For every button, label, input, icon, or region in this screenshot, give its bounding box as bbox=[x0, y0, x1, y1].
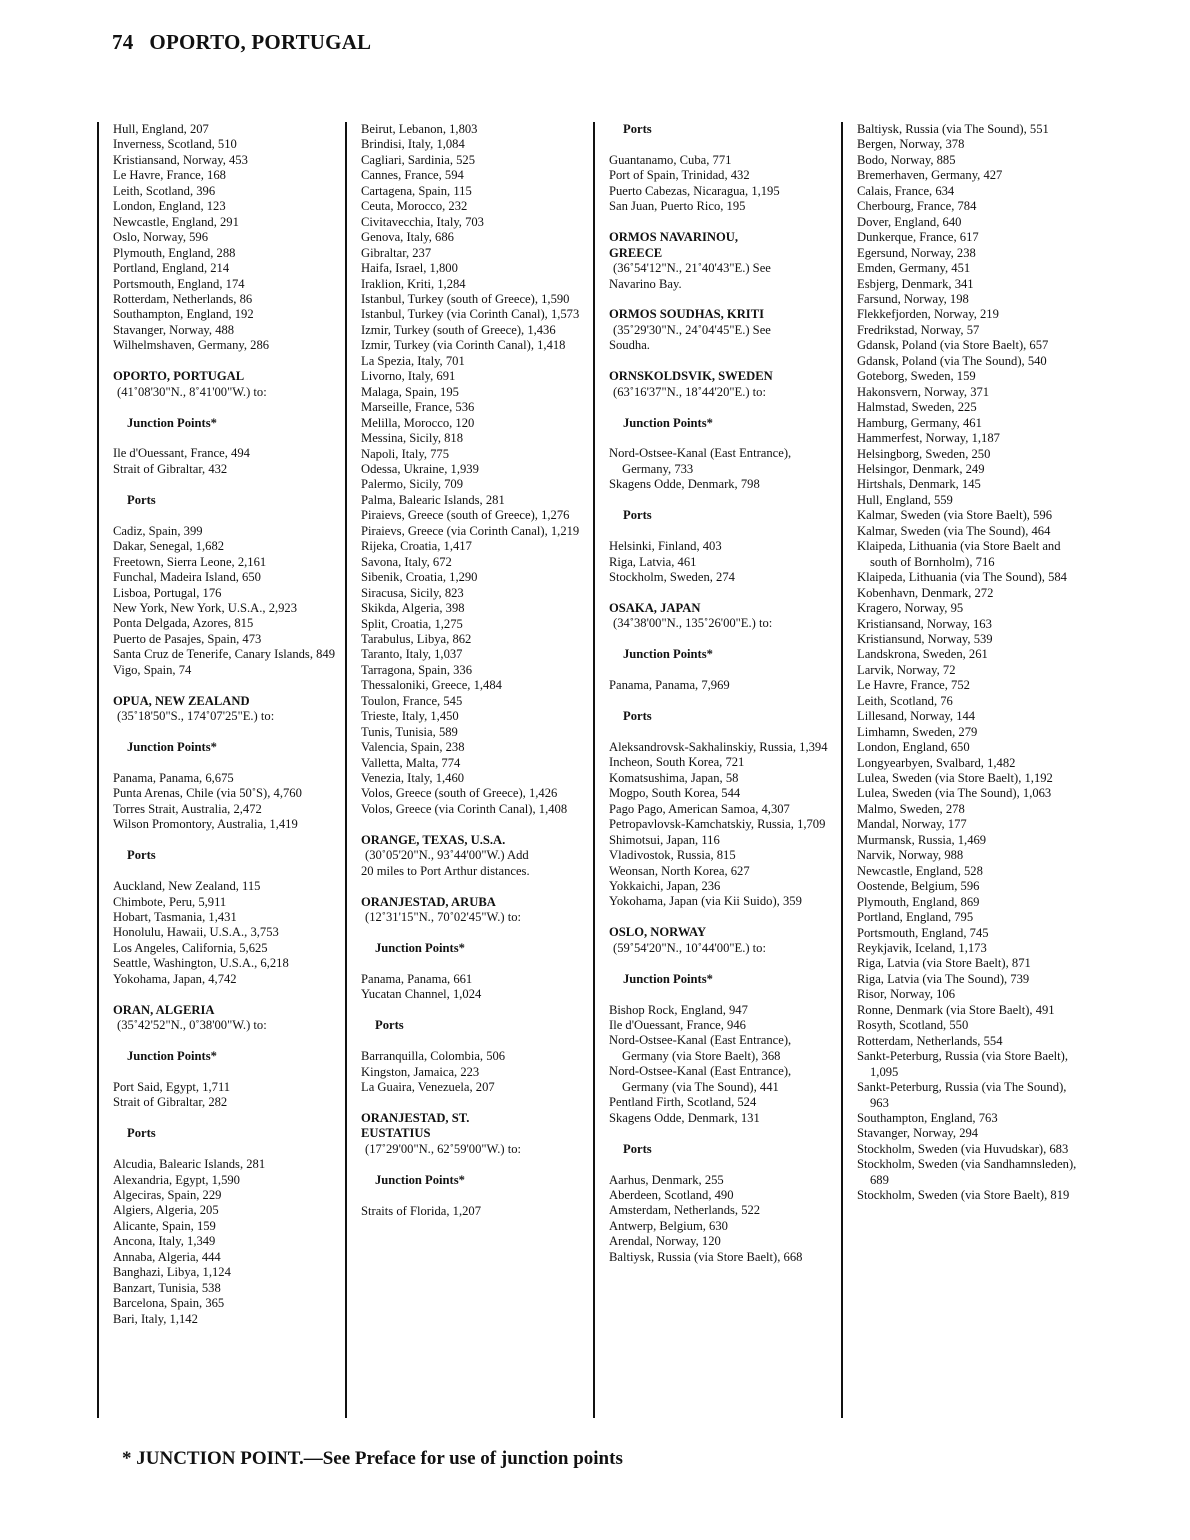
distance-entry: Napoli, Italy, 775 bbox=[361, 446, 450, 461]
distance-entry: Wilson Promontory, Australia, 1,419 bbox=[113, 817, 298, 832]
spacer bbox=[113, 1064, 335, 1079]
distance-entry: Rosyth, Scotland, 550 bbox=[857, 1018, 969, 1033]
distance-entry: Limhamn, Sweden, 279 bbox=[857, 724, 978, 739]
distance-entry: Skagens Odde, Denmark, 798 bbox=[609, 477, 760, 492]
distance-entry: Istanbul, Turkey (south of Greece), 1,590 bbox=[361, 291, 570, 306]
distance-entry: Siracusa, Sicily, 823 bbox=[361, 585, 464, 600]
distance-entry: Bergen, Norway, 378 bbox=[857, 137, 965, 152]
distance-entry: Tarabulus, Libya, 862 bbox=[361, 631, 472, 646]
subheading: Ports bbox=[623, 122, 652, 136]
distance-entry: Kalmar, Sweden (via Store Baelt), 596 bbox=[857, 508, 1052, 523]
distance-entry: Riga, Latvia, 461 bbox=[609, 554, 697, 569]
distance-entry: Split, Croatia, 1,275 bbox=[361, 616, 463, 631]
port-heading: OPORTO, PORTUGAL bbox=[113, 369, 245, 384]
distance-entry: Gdansk, Poland (via Store Baelt), 657 bbox=[857, 338, 1049, 353]
distance-entry: Panama, Panama, 661 bbox=[361, 971, 473, 986]
distance-entry: Oslo, Norway, 596 bbox=[113, 230, 209, 245]
spacer bbox=[113, 1142, 335, 1157]
subheading: Junction Points* bbox=[623, 415, 713, 430]
spacer bbox=[361, 817, 583, 832]
distance-entry: Iraklion, Kriti, 1,284 bbox=[361, 276, 466, 291]
distance-entry: Aleksandrovsk-Sakhalinskiy, Russia, 1,394 bbox=[609, 739, 828, 754]
spacer bbox=[609, 524, 831, 539]
port-heading: OSAKA, JAPAN bbox=[609, 600, 701, 615]
distance-entry: Hakonsvern, Norway, 371 bbox=[857, 384, 990, 399]
subheading: Ports bbox=[127, 492, 156, 507]
distance-entry: Helsingor, Denmark, 249 bbox=[857, 461, 985, 476]
distance-entry: Genova, Italy, 686 bbox=[361, 230, 454, 245]
distance-entry: Plymouth, England, 288 bbox=[113, 245, 236, 260]
column-4 bbox=[841, 122, 1077, 1418]
distance-entry: Skagens Odde, Denmark, 131 bbox=[609, 1110, 760, 1125]
distance-entry: Hull, England, 207 bbox=[113, 122, 209, 136]
port-coordinates: (35˚18'50"S., 174˚07'25"E.) to: bbox=[117, 709, 275, 724]
distance-entry: Bari, Italy, 1,142 bbox=[113, 1311, 198, 1326]
spacer bbox=[113, 725, 335, 740]
port-heading: EUSTATIUS bbox=[361, 1126, 431, 1141]
distance-entry: Stavanger, Norway, 294 bbox=[857, 1126, 979, 1141]
distance-entry: Malmo, Sweden, 278 bbox=[857, 801, 965, 816]
distance-entry: Nord-Ostsee-Kanal (East Entrance), Germany (via Store Baelt), 368 bbox=[609, 1033, 792, 1063]
distance-entry: Lisboa, Portugal, 176 bbox=[113, 585, 222, 600]
port-heading: GREECE bbox=[609, 245, 663, 260]
distance-entry: Savona, Italy, 672 bbox=[361, 554, 452, 569]
distance-entry: Yucatan Channel, 1,024 bbox=[361, 987, 482, 1002]
distance-entry: Lulea, Sweden (via The Sound), 1,063 bbox=[857, 786, 1052, 801]
distance-entry: Trieste, Italy, 1,450 bbox=[361, 709, 459, 724]
distance-entry: Pago Pago, American Samoa, 4,307 bbox=[609, 801, 790, 816]
port-coordinates: (35˚42'52"N., 0˚38'00"W.) to: bbox=[117, 1018, 267, 1033]
distance-entry: Kingston, Jamaica, 223 bbox=[361, 1064, 480, 1079]
distance-entry: Nord-Ostsee-Kanal (East Entrance), Germany (via The Sound), 441 bbox=[609, 1064, 792, 1094]
distance-entry: Hamburg, Germany, 461 bbox=[857, 415, 982, 430]
spacer bbox=[361, 1157, 583, 1172]
distance-entry: Cagliari, Sardinia, 525 bbox=[361, 152, 476, 167]
distance-entry: Valletta, Malta, 774 bbox=[361, 755, 461, 770]
distance-entry: Cadiz, Spain, 399 bbox=[113, 523, 203, 538]
distance-entry: Torres Strait, Australia, 2,472 bbox=[113, 801, 262, 816]
distance-entry: Southampton, England, 763 bbox=[857, 1111, 998, 1125]
distance-entry: Gibraltar, 237 bbox=[361, 245, 432, 260]
spacer bbox=[609, 137, 831, 152]
distance-entry: Baltiysk, Russia (via The Sound), 551 bbox=[857, 122, 1049, 136]
distance-entry: Leith, Scotland, 76 bbox=[857, 693, 953, 708]
port-heading: OSLO, NORWAY bbox=[609, 925, 707, 940]
distance-entry: Aberdeen, Scotland, 490 bbox=[609, 1187, 734, 1202]
spacer bbox=[609, 292, 831, 307]
distance-entry: Kristiansand, Norway, 163 bbox=[857, 616, 992, 631]
spacer bbox=[609, 987, 831, 1002]
spacer bbox=[609, 400, 831, 415]
spacer bbox=[609, 694, 831, 709]
spacer bbox=[361, 879, 583, 894]
distance-entry: London, England, 650 bbox=[857, 740, 970, 755]
distance-entry: Port Said, Egypt, 1,711 bbox=[113, 1079, 231, 1094]
note-text: Soudha. bbox=[609, 338, 650, 353]
distance-entry: Yokohama, Japan, 4,742 bbox=[113, 971, 237, 986]
distance-entry: Leith, Scotland, 396 bbox=[113, 183, 216, 198]
distance-entry: Marseille, France, 536 bbox=[361, 400, 475, 415]
distance-entry: Newcastle, England, 291 bbox=[113, 214, 239, 229]
distance-entry: Brindisi, Italy, 1,084 bbox=[361, 137, 465, 152]
distance-entry: Reykjavik, Iceland, 1,173 bbox=[857, 941, 987, 956]
distance-entry: Banghazi, Libya, 1,124 bbox=[113, 1265, 231, 1280]
spacer bbox=[609, 431, 831, 446]
distance-entry: Portland, England, 795 bbox=[857, 910, 974, 925]
subheading: Ports bbox=[623, 709, 652, 724]
port-coordinates: (36˚54'12"N., 21˚40'43"E.) See bbox=[613, 261, 771, 276]
distance-entry: Puerto Cabezas, Nicaragua, 1,195 bbox=[609, 183, 780, 198]
subheading: Junction Points* bbox=[623, 647, 713, 662]
page-header bbox=[112, 30, 371, 55]
distance-entry: Kragero, Norway, 95 bbox=[857, 601, 964, 616]
distance-entry: Amsterdam, Netherlands, 522 bbox=[609, 1203, 761, 1218]
distance-entry: Rijeka, Croatia, 1,417 bbox=[361, 539, 472, 554]
distance-entry: Nord-Ostsee-Kanal (East Entrance), Germany, 733 bbox=[609, 446, 792, 476]
port-coordinates: (12˚31'15"N., 70˚02'45"W.) to: bbox=[365, 910, 522, 925]
spacer bbox=[361, 926, 583, 941]
spacer bbox=[361, 956, 583, 971]
distance-entry: Landskrona, Sweden, 261 bbox=[857, 647, 988, 662]
distance-entry: Kalmar, Sweden (via The Sound), 464 bbox=[857, 523, 1051, 538]
subheading: Junction Points* bbox=[375, 940, 465, 955]
distance-entry: Auckland, New Zealand, 115 bbox=[113, 879, 261, 894]
port-heading: ORMOS NAVARINOU, bbox=[609, 230, 738, 245]
subheading: Ports bbox=[127, 1126, 156, 1141]
spacer bbox=[609, 354, 831, 369]
subheading: Ports bbox=[375, 1018, 404, 1033]
distance-entry: Calais, France, 634 bbox=[857, 183, 955, 198]
subheading: Junction Points* bbox=[127, 740, 217, 755]
distance-entry: Southampton, England, 192 bbox=[113, 307, 254, 322]
distance-entry: Hull, England, 559 bbox=[857, 492, 953, 507]
page-number: 74 bbox=[112, 30, 134, 54]
distance-entry: Dover, England, 640 bbox=[857, 214, 962, 229]
distance-entry: Skikda, Algeria, 398 bbox=[361, 601, 465, 616]
distance-entry: Livorno, Italy, 691 bbox=[361, 369, 456, 384]
distance-entry: Newcastle, England, 528 bbox=[857, 863, 983, 878]
distance-entry: Sankt-Peterburg, Russia (via Store Baelt), 1,095 bbox=[857, 1049, 1069, 1079]
port-coordinates: (63˚16'37"N., 18˚44'20"E.) to: bbox=[613, 384, 766, 399]
distance-entry: Banzart, Tunisia, 538 bbox=[113, 1280, 221, 1295]
spacer bbox=[113, 354, 335, 369]
footer-note: * JUNCTION POINT.—See Preface for use of junction points bbox=[122, 1448, 623, 1469]
spacer bbox=[113, 1034, 335, 1049]
distance-entry: Alexandria, Egypt, 1,590 bbox=[113, 1172, 240, 1187]
port-heading: OPUA, NEW ZEALAND bbox=[113, 693, 250, 708]
subheading: Ports bbox=[623, 1141, 652, 1156]
distance-entry: Funchal, Madeira Island, 650 bbox=[113, 570, 261, 585]
distance-entry: San Juan, Puerto Rico, 195 bbox=[609, 199, 746, 214]
distance-entry: Pentland Firth, Scotland, 524 bbox=[609, 1095, 757, 1110]
distance-entry: Arendal, Norway, 120 bbox=[609, 1234, 721, 1249]
distance-entry: Petropavlovsk-Kamchatskiy, Russia, 1,709 bbox=[609, 817, 826, 832]
distance-entry: Volos, Greece (south of Greece), 1,426 bbox=[361, 786, 558, 801]
distance-entry: Stockholm, Sweden, 274 bbox=[609, 570, 735, 585]
distance-entry: London, England, 123 bbox=[113, 199, 226, 214]
distance-entry: Tarragona, Spain, 336 bbox=[361, 662, 473, 677]
spacer bbox=[361, 1188, 583, 1203]
distance-entry: Ile d'Ouessant, France, 946 bbox=[609, 1018, 746, 1033]
distance-entry: Stavanger, Norway, 488 bbox=[113, 322, 235, 337]
distance-entry: Rotterdam, Netherlands, 554 bbox=[857, 1033, 1003, 1048]
spacer bbox=[609, 663, 831, 678]
distance-entry: Kobenhavn, Denmark, 272 bbox=[857, 585, 994, 600]
distance-entry: Malaga, Spain, 195 bbox=[361, 384, 459, 399]
distance-entry: Volos, Greece (via Corinth Canal), 1,408 bbox=[361, 801, 568, 816]
distance-entry: Hirtshals, Denmark, 145 bbox=[857, 477, 981, 492]
spacer bbox=[609, 632, 831, 647]
spacer bbox=[113, 833, 335, 848]
distance-entry: Venezia, Italy, 1,460 bbox=[361, 771, 465, 786]
distance-entry: Longyearbyen, Svalbard, 1,482 bbox=[857, 755, 1016, 770]
distance-entry: Rotterdam, Netherlands, 86 bbox=[113, 291, 253, 306]
port-coordinates: (34˚38'00"N., 135˚26'00"E.) to: bbox=[613, 616, 773, 631]
column-2 bbox=[345, 122, 583, 1418]
distance-entry: Chimbote, Peru, 5,911 bbox=[113, 894, 227, 909]
spacer bbox=[113, 477, 335, 492]
distance-entry: Shimotsui, Japan, 116 bbox=[609, 832, 720, 847]
distance-entry: Bishop Rock, England, 947 bbox=[609, 1002, 748, 1017]
distance-entry: Izmir, Turkey (south of Greece), 1,436 bbox=[361, 322, 556, 337]
distance-entry: Puerto de Pasajes, Spain, 473 bbox=[113, 631, 262, 646]
distance-entry: Lulea, Sweden (via Store Baelt), 1,192 bbox=[857, 771, 1053, 786]
spacer bbox=[113, 755, 335, 770]
distance-entry: Los Angeles, California, 5,625 bbox=[113, 940, 268, 955]
subheading: Ports bbox=[623, 508, 652, 523]
distance-entry: Gdansk, Poland (via The Sound), 540 bbox=[857, 353, 1047, 368]
distance-entry: Cannes, France, 594 bbox=[361, 168, 464, 183]
distance-entry: Cherbourg, France, 784 bbox=[857, 199, 977, 214]
distance-entry: Santa Cruz de Tenerife, Canary Islands, 849 bbox=[113, 647, 336, 662]
distance-entry: Weonsan, North Korea, 627 bbox=[609, 863, 750, 878]
distance-entry: Oostende, Belgium, 596 bbox=[857, 879, 980, 894]
distance-entry: Istanbul, Turkey (via Corinth Canal), 1,573 bbox=[361, 307, 580, 322]
distance-entry: Klaipeda, Lithuania (via Store Baelt and south of Bornholm), 716 bbox=[857, 539, 1061, 569]
distance-entry: Freetown, Sierra Leone, 2,161 bbox=[113, 554, 267, 569]
spacer bbox=[113, 678, 335, 693]
distance-entry: Ronne, Denmark (via Store Baelt), 491 bbox=[857, 1002, 1055, 1017]
distance-entry: Helsinki, Finland, 403 bbox=[609, 539, 722, 554]
distance-entry: Incheon, South Korea, 721 bbox=[609, 755, 745, 770]
distance-entry: Riga, Latvia (via The Sound), 739 bbox=[857, 971, 1030, 986]
distance-entry: Aarhus, Denmark, 255 bbox=[609, 1172, 724, 1187]
distance-entry: Cartagena, Spain, 115 bbox=[361, 183, 472, 198]
distance-entry: Mogpo, South Korea, 544 bbox=[609, 786, 741, 801]
spacer bbox=[361, 1003, 583, 1018]
distance-entry: Larvik, Norway, 72 bbox=[857, 662, 956, 677]
distance-entry: Sankt-Peterburg, Russia (via The Sound), 963 bbox=[857, 1080, 1067, 1110]
distance-entry: Melilla, Morocco, 120 bbox=[361, 415, 475, 430]
distance-entry: Hobart, Tasmania, 1,431 bbox=[113, 909, 237, 924]
distance-entry: Vladivostok, Russia, 815 bbox=[609, 848, 736, 863]
distance-entry: Strait of Gibraltar, 432 bbox=[113, 461, 228, 476]
port-heading: ORAN, ALGERIA bbox=[113, 1002, 215, 1017]
spacer bbox=[113, 400, 335, 415]
distance-entry: Yokkaichi, Japan, 236 bbox=[609, 879, 721, 893]
distance-entry: Strait of Gibraltar, 282 bbox=[113, 1095, 228, 1110]
distance-entry: Riga, Latvia (via Store Baelt), 871 bbox=[857, 956, 1031, 971]
subheading: Junction Points* bbox=[127, 415, 217, 430]
distance-entry: Portsmouth, England, 174 bbox=[113, 276, 245, 291]
distance-entry: Punta Arenas, Chile (via 50˚S), 4,760 bbox=[113, 786, 302, 801]
distance-entry: Algeciras, Spain, 229 bbox=[113, 1188, 222, 1203]
port-coordinates: (41˚08'30"N., 8˚41'00"W.) to: bbox=[117, 384, 267, 399]
distance-entry: Komatsushima, Japan, 58 bbox=[609, 770, 739, 785]
distance-entry: Murmansk, Russia, 1,469 bbox=[857, 832, 987, 847]
distance-entry: Kristiansund, Norway, 539 bbox=[857, 631, 993, 646]
distance-entry: Narvik, Norway, 988 bbox=[857, 848, 964, 863]
distance-entry: Mandal, Norway, 177 bbox=[857, 817, 967, 832]
distance-entry: Panama, Panama, 6,675 bbox=[113, 770, 234, 785]
port-coordinates: (30˚05'20"N., 93˚44'00"W.) Add bbox=[365, 848, 529, 863]
distance-entry: Piraievs, Greece (south of Greece), 1,276 bbox=[361, 508, 570, 523]
distance-entry: Yokohama, Japan (via Kii Suido), 359 bbox=[609, 894, 802, 909]
port-heading: ORNSKOLDSVIK, SWEDEN bbox=[609, 369, 773, 384]
spacer bbox=[609, 493, 831, 508]
subheading: Junction Points* bbox=[623, 971, 713, 986]
distance-entry: Ile d'Ouessant, France, 494 bbox=[113, 446, 250, 461]
distance-entry: La Guaira, Venezuela, 207 bbox=[361, 1080, 495, 1094]
distance-entry: Valencia, Spain, 238 bbox=[361, 740, 465, 755]
spacer bbox=[113, 431, 335, 446]
distance-entry: Straits of Florida, 1,207 bbox=[361, 1203, 481, 1218]
port-heading: ORANJESTAD, ST. bbox=[361, 1110, 470, 1125]
distance-entry: Beirut, Lebanon, 1,803 bbox=[361, 122, 478, 136]
port-coordinates: (35˚29'30"N., 24˚04'45"E.) See bbox=[613, 322, 771, 337]
distance-entry: Halmstad, Sweden, 225 bbox=[857, 400, 977, 415]
subheading: Junction Points* bbox=[375, 1172, 465, 1187]
distance-entry: Taranto, Italy, 1,037 bbox=[361, 647, 463, 662]
distance-entry: Annaba, Algeria, 444 bbox=[113, 1249, 221, 1264]
distance-entry: Ponta Delgada, Azores, 815 bbox=[113, 616, 254, 631]
spacer bbox=[113, 987, 335, 1002]
spacer bbox=[113, 508, 335, 523]
distance-entry: Bremerhaven, Germany, 427 bbox=[857, 168, 1003, 183]
page-title: OPORTO, PORTUGAL bbox=[149, 30, 372, 54]
spacer bbox=[609, 215, 831, 230]
distance-entry: Odessa, Ukraine, 1,939 bbox=[361, 461, 479, 476]
note-text: 20 miles to Port Arthur distances. bbox=[361, 863, 530, 878]
distance-entry: Fredrikstad, Norway, 57 bbox=[857, 322, 980, 337]
distance-entry: Le Havre, France, 168 bbox=[113, 168, 226, 183]
spacer bbox=[609, 956, 831, 971]
distance-entry: Dakar, Senegal, 1,682 bbox=[113, 539, 225, 554]
distance-entry: Farsund, Norway, 198 bbox=[857, 291, 969, 306]
port-coordinates: (17˚29'00"N., 62˚59'00"W.) to: bbox=[365, 1141, 522, 1156]
spacer bbox=[609, 910, 831, 925]
port-heading: ORANGE, TEXAS, U.S.A. bbox=[361, 832, 506, 847]
distance-entry: Palermo, Sicily, 709 bbox=[361, 477, 464, 492]
distance-entry: Bodo, Norway, 885 bbox=[857, 152, 956, 167]
spacer bbox=[609, 1157, 831, 1172]
distance-entry: Alcudia, Balearic Islands, 281 bbox=[113, 1157, 266, 1172]
port-coordinates: (59˚54'20"N., 10˚44'00"E.) to: bbox=[613, 940, 766, 955]
subheading: Ports bbox=[127, 848, 156, 863]
distance-entry: Algiers, Algeria, 205 bbox=[113, 1203, 219, 1218]
distance-entry: Portland, England, 214 bbox=[113, 261, 230, 276]
distance-entry: Haifa, Israel, 1,800 bbox=[361, 261, 458, 276]
distance-entry: Wilhelmshaven, Germany, 286 bbox=[113, 338, 270, 353]
spacer bbox=[609, 724, 831, 739]
distance-entry: Barranquilla, Colombia, 506 bbox=[361, 1049, 506, 1064]
distance-entry: Risor, Norway, 106 bbox=[857, 987, 956, 1002]
column-1 bbox=[97, 122, 335, 1418]
distance-entry: Ceuta, Morocco, 232 bbox=[361, 199, 468, 214]
distance-entry: Guantanamo, Cuba, 771 bbox=[609, 152, 732, 167]
distance-entry: Inverness, Scotland, 510 bbox=[113, 137, 237, 152]
distance-entry: Toulon, France, 545 bbox=[361, 693, 463, 708]
distance-entry: Dunkerque, France, 617 bbox=[857, 230, 979, 245]
distance-entry: New York, New York, U.S.A., 2,923 bbox=[113, 600, 298, 615]
distance-entry: Klaipeda, Lithuania (via The Sound), 584 bbox=[857, 570, 1067, 585]
distance-entry: Portsmouth, England, 745 bbox=[857, 925, 989, 940]
distance-entry: Panama, Panama, 7,969 bbox=[609, 678, 730, 693]
distance-entry: Lillesand, Norway, 144 bbox=[857, 709, 976, 724]
subheading: Junction Points* bbox=[127, 1049, 217, 1063]
distance-entry: Le Havre, France, 752 bbox=[857, 678, 970, 693]
distance-entry: Baltiysk, Russia (via Store Baelt), 668 bbox=[609, 1249, 803, 1264]
distance-entry: Tunis, Tunisia, 589 bbox=[361, 724, 458, 739]
distance-entry: Goteborg, Sweden, 159 bbox=[857, 369, 976, 384]
distance-entry: Sibenik, Croatia, 1,290 bbox=[361, 570, 478, 585]
distance-entry: La Spezia, Italy, 701 bbox=[361, 353, 465, 368]
distance-entry: Kristiansand, Norway, 453 bbox=[113, 152, 248, 167]
distance-entry: Esbjerg, Denmark, 341 bbox=[857, 276, 974, 291]
distance-entry: Piraievs, Greece (via Corinth Canal), 1,219 bbox=[361, 523, 580, 538]
distance-entry: Antwerp, Belgium, 630 bbox=[609, 1218, 728, 1233]
distance-entry: Seattle, Washington, U.S.A., 6,218 bbox=[113, 956, 289, 971]
distance-entry: Ancona, Italy, 1,349 bbox=[113, 1234, 216, 1249]
spacer bbox=[113, 864, 335, 879]
distance-entry: Palma, Balearic Islands, 281 bbox=[361, 492, 505, 507]
distance-entry: Vigo, Spain, 74 bbox=[113, 662, 192, 677]
port-heading: ORANJESTAD, ARUBA bbox=[361, 894, 496, 909]
distance-entry: Hammerfest, Norway, 1,187 bbox=[857, 431, 1000, 446]
distance-entry: Egersund, Norway, 238 bbox=[857, 245, 976, 260]
spacer bbox=[361, 1034, 583, 1049]
distance-entry: Civitavecchia, Italy, 703 bbox=[361, 214, 484, 229]
column-3 bbox=[593, 122, 831, 1418]
distance-entry: Honolulu, Hawaii, U.S.A., 3,753 bbox=[113, 925, 279, 940]
note-text: Navarino Bay. bbox=[609, 276, 682, 291]
port-heading: ORMOS SOUDHAS, KRITI bbox=[609, 307, 764, 322]
distance-entry: Plymouth, England, 869 bbox=[857, 894, 980, 909]
distance-entry: Flekkefjorden, Norway, 219 bbox=[857, 307, 999, 322]
distance-entry: Izmir, Turkey (via Corinth Canal), 1,418 bbox=[361, 338, 566, 353]
distance-entry: Messina, Sicily, 818 bbox=[361, 431, 464, 446]
distance-entry: Alicante, Spain, 159 bbox=[113, 1218, 216, 1233]
distance-entry: Barcelona, Spain, 365 bbox=[113, 1296, 225, 1311]
spacer bbox=[361, 1095, 583, 1110]
distance-entry: Stockholm, Sweden (via Huvudskar), 683 bbox=[857, 1141, 1069, 1156]
spacer bbox=[609, 585, 831, 600]
distance-entry: Helsingborg, Sweden, 250 bbox=[857, 446, 991, 461]
spacer bbox=[609, 1126, 831, 1141]
distance-entry: Thessaloniki, Greece, 1,484 bbox=[361, 678, 502, 693]
distance-entry: Emden, Germany, 451 bbox=[857, 261, 971, 276]
distance-entry: Stockholm, Sweden (via Store Baelt), 819 bbox=[857, 1188, 1070, 1203]
spacer bbox=[113, 1111, 335, 1126]
distance-entry: Port of Spain, Trinidad, 432 bbox=[609, 168, 750, 183]
distance-entry: Stockholm, Sweden (via Sandhamnsleden), 689 bbox=[857, 1157, 1077, 1187]
